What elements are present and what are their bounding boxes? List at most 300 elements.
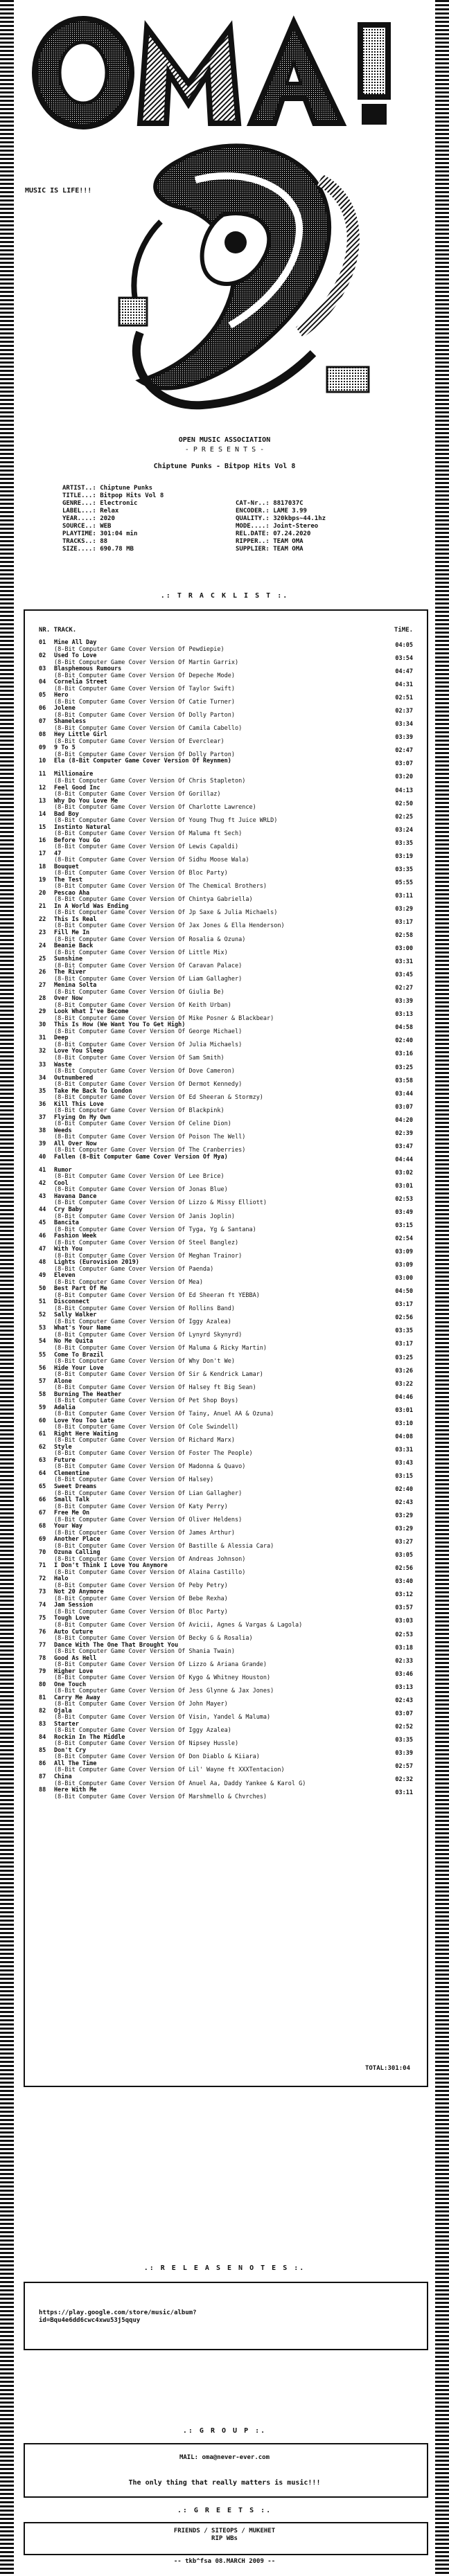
mail-address[interactable]: oma@never-ever.com bbox=[202, 2454, 270, 2461]
info-source: SOURCE..: WEB bbox=[62, 523, 112, 530]
track-title: Millionaire bbox=[54, 771, 94, 778]
track-number: 80 bbox=[39, 1681, 46, 1688]
track-credit: (8-Bit Computer Game Cover Version Of Ed Sheeran ft YEBBA) bbox=[54, 1291, 260, 1299]
info-title: TITLE...: Bitpop Hits Vol 8 bbox=[62, 492, 164, 499]
track-title: Bad Boy bbox=[54, 810, 79, 818]
track-row bbox=[39, 1194, 413, 1207]
info-size: SIZE....: 690.78 MB bbox=[62, 546, 134, 553]
track-title: Feel Good Inc bbox=[54, 784, 100, 791]
track-number: 40 bbox=[39, 1153, 46, 1161]
track-credit: (8-Bit Computer Game Cover Version Of Dove Cameron) bbox=[54, 1068, 235, 1075]
track-duration: 03:13 bbox=[395, 1683, 413, 1691]
track-duration: 03:58 bbox=[395, 1077, 413, 1084]
track-number: 59 bbox=[39, 1404, 46, 1411]
track-number: 76 bbox=[39, 1628, 46, 1636]
track-number: 78 bbox=[39, 1654, 46, 1662]
track-title: Menina Solta bbox=[54, 982, 97, 990]
track-duration: 02:51 bbox=[395, 695, 413, 702]
greets-heading: .: G R E E T S :. bbox=[177, 2507, 272, 2514]
track-duration: 02:57 bbox=[395, 1762, 413, 1770]
track-row bbox=[39, 1115, 413, 1128]
track-duration: 02:56 bbox=[395, 1314, 413, 1322]
track-credit: (8-Bit Computer Game Cover Version Of Taylor Swift) bbox=[54, 685, 235, 692]
track-row bbox=[39, 1721, 413, 1735]
track-title: Pescao Aha bbox=[54, 889, 90, 897]
track-number: 73 bbox=[39, 1589, 46, 1596]
track-row bbox=[39, 1379, 413, 1392]
track-credit: (8-Bit Computer Game Cover Version Of Tainy, Anuel AA & Ozuna) bbox=[54, 1411, 274, 1418]
track-credit: (8-Bit Computer Game Cover Version Of Halsey) bbox=[54, 1476, 214, 1484]
track-credit: (8-Bit Computer Game Cover Version Of Giulia Be) bbox=[54, 988, 224, 996]
track-title: Instinto Natural bbox=[54, 823, 111, 831]
track-credit: (8-Bit Computer Game Cover Version Of Pet Shop Boys) bbox=[54, 1397, 239, 1405]
track-title: Jam Session bbox=[54, 1602, 94, 1609]
track-title: Tough Love bbox=[54, 1615, 90, 1622]
track-number: 43 bbox=[39, 1192, 46, 1200]
track-row bbox=[39, 1576, 413, 1589]
track-duration: 03:34 bbox=[395, 721, 413, 728]
track-credit: (8-Bit Computer Game Cover Version Of Iggy Azalea) bbox=[54, 1727, 231, 1735]
track-title: Rumor bbox=[54, 1166, 72, 1174]
track-credit: (8-Bit Computer Game Cover Version Of Poison The Well) bbox=[54, 1134, 246, 1141]
track-number: 52 bbox=[39, 1312, 46, 1319]
track-duration: 03:07 bbox=[395, 760, 413, 768]
track-number: 33 bbox=[39, 1061, 46, 1068]
header-time: TiME. bbox=[394, 627, 413, 634]
track-title: 47 bbox=[54, 850, 62, 857]
track-number: 84 bbox=[39, 1733, 46, 1741]
track-row bbox=[39, 1168, 413, 1181]
track-duration: 03:11 bbox=[395, 1789, 413, 1797]
track-row bbox=[39, 1339, 413, 1352]
track-duration: 03:45 bbox=[395, 972, 413, 979]
track-number: 62 bbox=[39, 1443, 46, 1451]
track-duration: 03:39 bbox=[395, 1749, 413, 1757]
track-title: Ojala bbox=[54, 1707, 72, 1715]
track-number: 74 bbox=[39, 1602, 46, 1609]
track-credit: (8-Bit Computer Game Cover Version Of John Mayer) bbox=[54, 1701, 228, 1708]
track-row bbox=[39, 956, 413, 969]
track-title: Take Me Back To London bbox=[54, 1087, 132, 1095]
track-credit: (8-Bit Computer Game Cover Version Of Lynyrd Skynyrd) bbox=[54, 1331, 243, 1339]
track-title: Why Do You Love Me bbox=[54, 797, 118, 805]
track-number: 11 bbox=[39, 771, 46, 778]
track-row bbox=[39, 1616, 413, 1629]
track-credit: (8-Bit Computer Game Cover Version Of Sam Smith) bbox=[54, 1054, 224, 1062]
track-number: 63 bbox=[39, 1456, 46, 1464]
track-row bbox=[39, 969, 413, 983]
track-row bbox=[39, 1181, 413, 1194]
track-credit: (8-Bit Computer Game Cover Version Of Becky G & Rosalia) bbox=[54, 1635, 253, 1643]
track-credit: (8-Bit Computer Game Cover Version Of Sir & Kendrick Lamar) bbox=[54, 1371, 263, 1379]
track-title: Sunshine bbox=[54, 956, 82, 963]
track-duration: 02:37 bbox=[395, 708, 413, 715]
track-title: Hey Little Girl bbox=[54, 731, 107, 739]
left-border-rail bbox=[0, 0, 14, 2576]
track-number: 75 bbox=[39, 1615, 46, 1622]
track-number: 69 bbox=[39, 1536, 46, 1544]
track-row bbox=[39, 1048, 413, 1062]
track-title: Hero bbox=[54, 692, 69, 699]
track-title: Cool bbox=[54, 1179, 69, 1187]
track-number: 07 bbox=[39, 718, 46, 726]
track-title: Not 20 Anymore bbox=[54, 1589, 104, 1596]
track-title: Future bbox=[54, 1456, 76, 1464]
track-credit: (8-Bit Computer Game Cover Version Of Oliver Heldens) bbox=[54, 1516, 243, 1523]
track-duration: 02:58 bbox=[395, 932, 413, 940]
track-number: 51 bbox=[39, 1298, 46, 1306]
track-row bbox=[39, 864, 413, 877]
track-title: Sweet Dreams bbox=[54, 1483, 97, 1490]
track-number: 56 bbox=[39, 1364, 46, 1372]
track-row bbox=[39, 798, 413, 812]
track-number: 34 bbox=[39, 1074, 46, 1082]
track-row bbox=[39, 1089, 413, 1102]
track-number: 27 bbox=[39, 982, 46, 990]
track-title: Love You Too Late bbox=[54, 1417, 114, 1424]
track-duration: 03:40 bbox=[395, 1578, 413, 1586]
track-credit: (8-Bit Computer Game Cover Version Of Charlotte Lawrence) bbox=[54, 804, 256, 812]
track-title: Deep bbox=[54, 1035, 69, 1042]
track-credit: (8-Bit Computer Game Cover Version Of Keith Urban) bbox=[54, 1001, 231, 1009]
track-number: 49 bbox=[39, 1272, 46, 1280]
track-number: 04 bbox=[39, 679, 46, 686]
track-title: Mine All Day bbox=[54, 639, 97, 646]
track-credit: (8-Bit Computer Game Cover Version Of Liam Gallagher) bbox=[54, 975, 243, 983]
track-title: Sally Walker bbox=[54, 1312, 97, 1319]
info-ripper: RIPPER..: TEAM OMA bbox=[236, 538, 303, 545]
track-duration: 03:57 bbox=[395, 1604, 413, 1612]
track-row bbox=[39, 1643, 413, 1656]
track-duration: 02:25 bbox=[395, 813, 413, 821]
track-title: What's Your Name bbox=[54, 1325, 111, 1332]
track-credit: (8-Bit Computer Game Cover Version Of The Cranberries) bbox=[54, 1147, 246, 1154]
track-credit: (8-Bit Computer Game Cover Version Of Iggy Azalea) bbox=[54, 1318, 231, 1325]
track-row bbox=[39, 1523, 413, 1537]
track-credit: (8-Bit Computer Game Cover Version Of Anuel Aa, Daddy Yankee & Karol G) bbox=[54, 1780, 306, 1787]
track-row bbox=[39, 1761, 413, 1774]
track-row bbox=[39, 785, 413, 798]
footer-signature: -- tkb^fsa 08.MARCH 2009 -- bbox=[173, 2558, 276, 2565]
info-playtime: PLAYTIME: 301:04 min bbox=[62, 530, 138, 537]
track-row bbox=[39, 1563, 413, 1576]
track-row bbox=[39, 1550, 413, 1563]
track-row bbox=[39, 1325, 413, 1339]
track-row bbox=[39, 891, 413, 904]
track-title: Come To Brazil bbox=[54, 1351, 104, 1359]
track-credit: (8-Bit Computer Game Cover Version Of Meghan Trainor) bbox=[54, 1252, 243, 1260]
track-row bbox=[39, 679, 413, 692]
track-title: Another Place bbox=[54, 1536, 100, 1544]
track-row bbox=[39, 930, 413, 943]
right-border-rail bbox=[435, 0, 449, 2576]
track-duration: 03:43 bbox=[395, 1459, 413, 1467]
track-credit: (8-Bit Computer Game Cover Version Of Rollins Band) bbox=[54, 1305, 235, 1312]
release-notes-url[interactable]: https://play.google.com/store/music/album? id=Bqu4e6dd6cwc4xwu53j5qquy bbox=[39, 2309, 197, 2324]
track-row bbox=[39, 1075, 413, 1089]
track-number: 79 bbox=[39, 1667, 46, 1675]
track-duration: 04:50 bbox=[395, 1288, 413, 1296]
track-number: 48 bbox=[39, 1259, 46, 1267]
track-title: Style bbox=[54, 1443, 72, 1451]
track-credit: (8-Bit Computer Game Cover Version Of Visin, Yandel & Maluma) bbox=[54, 1714, 271, 1721]
track-duration: 03:16 bbox=[395, 1050, 413, 1058]
track-duration: 03:17 bbox=[395, 1341, 413, 1348]
track-row bbox=[39, 1602, 413, 1616]
track-credit: (8-Bit Computer Game Cover Version Of Lil' Wayne ft XXXTentacion) bbox=[54, 1766, 285, 1774]
track-title: Clementine bbox=[54, 1469, 90, 1477]
track-duration: 03:49 bbox=[395, 1209, 413, 1217]
info-tracks: TRACKS..: 88 bbox=[62, 538, 108, 545]
track-number: 17 bbox=[39, 850, 46, 857]
track-title: Alone bbox=[54, 1377, 72, 1385]
track-number: 54 bbox=[39, 1338, 46, 1345]
track-title: Halo bbox=[54, 1575, 69, 1583]
track-duration: 03:25 bbox=[395, 1064, 413, 1071]
track-row bbox=[39, 1366, 413, 1379]
track-credit: (8-Bit Computer Game Cover Version Of Maluma ft Sech) bbox=[54, 830, 243, 838]
track-credit: (8-Bit Computer Game Cover Version Of Why Don't We) bbox=[54, 1358, 235, 1366]
track-duration: 02:43 bbox=[395, 1697, 413, 1704]
track-row bbox=[39, 666, 413, 679]
greets-line: FRIENDS / SITEOPS / MUKEHET bbox=[173, 2528, 276, 2534]
track-duration: 03:35 bbox=[395, 1736, 413, 1744]
track-number: 82 bbox=[39, 1707, 46, 1715]
track-duration: 04:47 bbox=[395, 668, 413, 676]
track-duration: 03:03 bbox=[395, 1618, 413, 1625]
track-row bbox=[39, 1774, 413, 1787]
track-duration: 03:31 bbox=[395, 1446, 413, 1454]
track-title: Here With Me bbox=[54, 1787, 97, 1794]
track-credit: (8-Bit Computer Game Cover Version Of Andreas Johnson) bbox=[54, 1555, 246, 1563]
track-row bbox=[39, 1299, 413, 1312]
track-title: Look What I've Become bbox=[54, 1008, 129, 1016]
track-credit: (8-Bit Computer Game Cover Version Of Steel Banglez) bbox=[54, 1239, 239, 1246]
track-credit: (8-Bit Computer Game Cover Version Of Janis Joplin) bbox=[54, 1213, 235, 1220]
track-number: 47 bbox=[39, 1246, 46, 1253]
track-duration: 03:17 bbox=[395, 918, 413, 926]
track-number: 60 bbox=[39, 1417, 46, 1424]
track-row bbox=[39, 1312, 413, 1325]
track-row bbox=[39, 732, 413, 745]
track-number: 71 bbox=[39, 1562, 46, 1570]
track-number: 72 bbox=[39, 1575, 46, 1583]
track-title: Lights (Eurovision 2019) bbox=[54, 1259, 139, 1267]
track-credit: (8-Bit Computer Game Cover Version Of Bebe Rexha) bbox=[54, 1595, 228, 1602]
track-credit: (8-Bit Computer Game Cover Version Of Martin Garrix) bbox=[54, 659, 239, 666]
track-number: 21 bbox=[39, 902, 46, 910]
track-row bbox=[39, 1497, 413, 1510]
track-credit: (8-Bit Computer Game Cover Version Of Mike Posner & Blackbear) bbox=[54, 1014, 274, 1022]
track-duration: 03:24 bbox=[395, 826, 413, 834]
track-duration: 03:00 bbox=[395, 945, 413, 953]
track-row bbox=[39, 745, 413, 758]
track-duration: 03:20 bbox=[395, 773, 413, 781]
track-credit: (8-Bit Computer Game Cover Version Of Foster The People) bbox=[54, 1450, 253, 1458]
track-title: Hide Your Love bbox=[54, 1364, 104, 1372]
track-number: 03 bbox=[39, 665, 46, 673]
track-row bbox=[39, 1787, 413, 1800]
track-credit: (8-Bit Computer Game Cover Version Of Don Diablo & Kiiara) bbox=[54, 1753, 260, 1761]
track-row bbox=[39, 851, 413, 864]
track-credit: (8-Bit Computer Game Cover Version Of The Chemical Brothers) bbox=[54, 883, 267, 891]
track-row bbox=[39, 1220, 413, 1233]
info-genre: GENRE...: Electronic bbox=[62, 500, 138, 507]
track-duration: 04:13 bbox=[395, 787, 413, 794]
track-row bbox=[39, 1589, 413, 1602]
mail-label: MAIL: bbox=[179, 2454, 199, 2461]
track-number: 87 bbox=[39, 1773, 46, 1781]
track-title: Love You Sleep bbox=[54, 1048, 104, 1055]
track-row bbox=[39, 1154, 413, 1168]
track-title: Burning The Heather bbox=[54, 1390, 122, 1398]
track-duration: 02:33 bbox=[395, 1657, 413, 1665]
tracklist-header bbox=[39, 627, 413, 634]
track-duration: 03:27 bbox=[395, 1539, 413, 1546]
track-credit: (8-Bit Computer Game Cover Version Of Paenda) bbox=[54, 1265, 214, 1273]
track-credit: (8-Bit Computer Game Cover Version Of Depeche Mode) bbox=[54, 672, 235, 679]
track-title: 9 To 5 bbox=[54, 744, 76, 752]
track-credit: (8-Bit Computer Game Cover Version Of Kygo & Whitney Houston) bbox=[54, 1674, 271, 1682]
track-title: Shameless bbox=[54, 718, 87, 726]
track-title: Blasphemous Rumours bbox=[54, 665, 122, 673]
presents-line: - P R E S E N T S - bbox=[184, 446, 265, 454]
track-row bbox=[39, 1405, 413, 1418]
track-number: 20 bbox=[39, 889, 46, 897]
track-duration: 03:07 bbox=[395, 1710, 413, 1717]
info-mode: MODE....: Joint-Stereo bbox=[236, 523, 319, 530]
track-row bbox=[39, 943, 413, 956]
track-row bbox=[39, 706, 413, 719]
track-number: 86 bbox=[39, 1760, 46, 1767]
track-duration: 04:05 bbox=[395, 642, 413, 649]
track-row bbox=[39, 1102, 413, 1115]
track-title: Bouquet bbox=[54, 863, 79, 870]
track-row bbox=[39, 1062, 413, 1075]
group-name: OPEN MUSIC ASSOCIATION bbox=[178, 436, 271, 444]
track-number: 02 bbox=[39, 652, 46, 660]
track-title: Right Here Waiting bbox=[54, 1430, 118, 1438]
tracklist-heading: .: T R A C K L I S T :. bbox=[160, 592, 289, 600]
track-title: Before You Go bbox=[54, 837, 100, 844]
track-row bbox=[39, 1510, 413, 1523]
track-credit: (8-Bit Computer Game Cover Version Of Cole Swindell) bbox=[54, 1424, 239, 1431]
track-title: Beanie Back bbox=[54, 942, 94, 950]
track-title: Higher Love bbox=[54, 1667, 94, 1675]
track-title: Starter bbox=[54, 1720, 79, 1728]
track-row bbox=[39, 1273, 413, 1286]
track-row bbox=[39, 1035, 413, 1048]
track-credit: (8-Bit Computer Game Cover Version Of Madonna & Quavo) bbox=[54, 1463, 246, 1471]
track-credit: (8-Bit Computer Game Cover Version Of Alaina Castillo) bbox=[54, 1568, 246, 1576]
track-duration: 03:35 bbox=[395, 839, 413, 847]
track-duration: 03:12 bbox=[395, 1591, 413, 1599]
track-title: China bbox=[54, 1773, 72, 1781]
track-number: 13 bbox=[39, 797, 46, 805]
track-duration: 04:31 bbox=[395, 681, 413, 689]
track-number: 77 bbox=[39, 1641, 46, 1649]
track-row bbox=[39, 1286, 413, 1299]
track-title: All The Time bbox=[54, 1760, 97, 1767]
track-title: I Don't Think I Love You Anymore bbox=[54, 1562, 168, 1570]
track-credit: (8-Bit Computer Game Cover Version Of Young Thug ft Juice WRLD) bbox=[54, 817, 278, 825]
track-number: 70 bbox=[39, 1549, 46, 1557]
track-row bbox=[39, 917, 413, 930]
track-row bbox=[39, 877, 413, 891]
track-number: 14 bbox=[39, 810, 46, 818]
track-number: 61 bbox=[39, 1430, 46, 1438]
mail-line bbox=[14, 2454, 435, 2461]
track-title: Rockin In The Middle bbox=[54, 1733, 125, 1741]
track-duration: 04:08 bbox=[395, 1433, 413, 1440]
track-duration: 04:20 bbox=[395, 1116, 413, 1124]
track-duration: 02:56 bbox=[395, 1565, 413, 1573]
track-duration: 04:58 bbox=[395, 1024, 413, 1032]
track-number: 15 bbox=[39, 823, 46, 831]
track-title: Waste bbox=[54, 1061, 72, 1068]
track-credit: (8-Bit Computer Game Cover Version Of George Michael) bbox=[54, 1028, 243, 1035]
track-title: With You bbox=[54, 1246, 82, 1253]
track-row bbox=[39, 692, 413, 706]
track-title: In A World Was Ending bbox=[54, 902, 129, 910]
track-row bbox=[39, 1022, 413, 1035]
track-row bbox=[39, 1352, 413, 1366]
track-number: 65 bbox=[39, 1483, 46, 1490]
track-credit: (8-Bit Computer Game Cover Version Of Chintya Gabriella) bbox=[54, 896, 253, 904]
info-catalog: CAT-Nr..: 8817037C bbox=[236, 500, 303, 507]
track-row bbox=[39, 1431, 413, 1444]
track-row bbox=[39, 1233, 413, 1246]
track-number: 32 bbox=[39, 1048, 46, 1055]
track-title: Bancita bbox=[54, 1219, 79, 1227]
track-number: 22 bbox=[39, 915, 46, 923]
track-duration: 03:22 bbox=[395, 1380, 413, 1388]
track-number: 05 bbox=[39, 692, 46, 699]
track-row bbox=[39, 719, 413, 732]
track-duration: 03:17 bbox=[395, 1301, 413, 1309]
track-number: 66 bbox=[39, 1496, 46, 1504]
track-number: 88 bbox=[39, 1787, 46, 1794]
track-duration: 03:19 bbox=[395, 852, 413, 860]
track-duration: 03:10 bbox=[395, 1420, 413, 1427]
track-credit: (8-Bit Computer Game Cover Version Of Jess Glynne & Jax Jones) bbox=[54, 1688, 274, 1695]
track-credit: (8-Bit Computer Game Cover Version Of Catie Turner) bbox=[54, 698, 235, 706]
release-title: Chiptune Punks - Bitpop Hits Vol 8 bbox=[153, 463, 296, 470]
track-row bbox=[39, 1484, 413, 1497]
track-number: 10 bbox=[39, 758, 46, 765]
track-row bbox=[39, 1682, 413, 1695]
track-title: Dance With The One That Brought You bbox=[54, 1641, 179, 1649]
track-duration: 03:29 bbox=[395, 1526, 413, 1533]
track-row bbox=[39, 1708, 413, 1721]
track-row bbox=[39, 1735, 413, 1748]
track-credit: (8-Bit Computer Game Cover Version Of Lian Gallagher) bbox=[54, 1490, 243, 1497]
track-title: Used To Love bbox=[54, 652, 97, 660]
track-row bbox=[39, 1246, 413, 1260]
track-duration: 02:39 bbox=[395, 1129, 413, 1137]
track-number: 53 bbox=[39, 1325, 46, 1332]
track-credit: (8-Bit Computer Game Cover Version Of Rosalia & Ozuna) bbox=[54, 936, 246, 943]
track-title: Adalia bbox=[54, 1404, 76, 1411]
track-duration: 03:02 bbox=[395, 1169, 413, 1177]
track-credit: (8-Bit Computer Game Cover Version Of Lizzo & Ariana Grande) bbox=[54, 1661, 267, 1669]
track-duration: 05:55 bbox=[395, 879, 413, 886]
track-number: 18 bbox=[39, 863, 46, 870]
track-number: 16 bbox=[39, 837, 46, 844]
track-row bbox=[39, 1141, 413, 1154]
track-duration: 03:05 bbox=[395, 1552, 413, 1559]
track-title: Fallen (8-Bit Computer Game Cover Version Of Mya) bbox=[54, 1153, 228, 1161]
